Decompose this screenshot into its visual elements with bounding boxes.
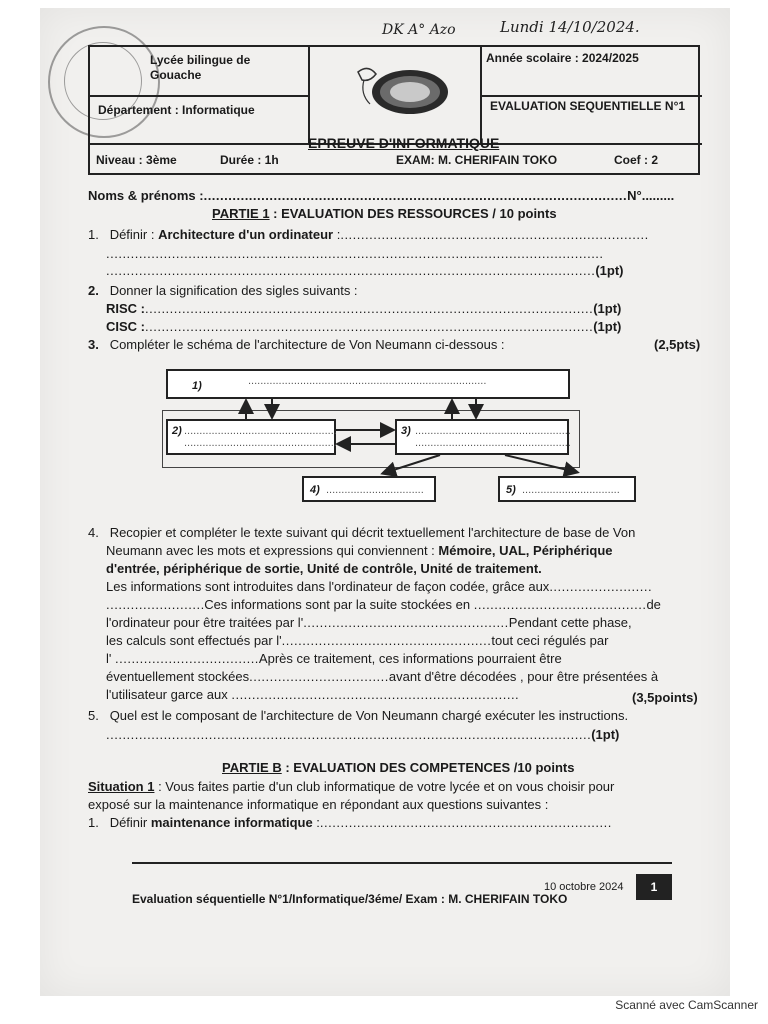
q4-text-line[interactable]: éventuellement stockées..................................avant d'être décodées , pour être présentées à: [106, 669, 659, 684]
footer-text: Evaluation séquentielle N°1/Informatique/3éme/ Exam : M. CHERIFAIN TOKO: [132, 892, 568, 906]
question-5: 5. Quel est le composant de l'architecture de Von Neumann chargé exécuter les instructions.: [88, 708, 629, 723]
evaluation-title: EVALUATION SEQUENTIELLE N°1: [490, 99, 686, 113]
duration: Durée : 1h: [220, 153, 279, 167]
number-label: N°: [627, 188, 642, 203]
handwritten-date: Lundi 14/10/2024.: [500, 18, 640, 36]
diagram-box-4[interactable]: 4) ................................: [302, 476, 436, 502]
answer-line[interactable]: ......................................................................................................................(1pt): [106, 727, 620, 742]
names-label: Noms & prénoms :: [88, 188, 204, 203]
department: Département : Informatique: [98, 103, 255, 117]
partieB-question-1[interactable]: 1. Définir maintenance informatique :.......................................................................: [88, 815, 612, 830]
q4-text-line[interactable]: l' ...................................Après ce traitement, ces informations pourraient être: [106, 651, 562, 666]
exam-title: EPREUVE D'INFORMATIQUE: [308, 135, 500, 151]
q4-text-line[interactable]: Les informations sont introduites dans l'ordinateur de façon codée, grâce aux.........................: [106, 579, 653, 594]
partieB-title: PARTIE B : EVALUATION DES COMPETENCES /10 points: [222, 760, 575, 775]
question-4-words-2: d'entrée, périphérique de sortie, Unité de contrôle, Unité de traitement.: [106, 561, 542, 576]
risc-line[interactable]: RISC :.............................................................................................................(1pt): [106, 301, 622, 316]
cisc-line[interactable]: CISC :.............................................................................................................(1pt): [106, 319, 622, 334]
q3-points: (2,5pts): [654, 337, 701, 352]
school-name: Lycée bilingue de: [150, 53, 251, 67]
page-number: 1: [636, 874, 672, 900]
camscanner-watermark: Scanné avec CamScanner: [615, 998, 758, 1012]
diagram-box-2[interactable]: 2) .................................................. ..................................................: [166, 419, 336, 455]
diagram-box-1[interactable]: 1) ..............................................................................: [166, 369, 570, 399]
q4-text-line[interactable]: ........................Ces informations sont par la suite stockées en ..........................................de: [106, 597, 661, 612]
question-4: 4. Recopier et compléter le texte suivant qui décrit textuellement l'architecture de base de Von: [88, 525, 636, 540]
footer-rule: [132, 862, 672, 864]
handwritten-initials: DK A° Azo: [382, 22, 456, 38]
situation-1: Situation 1 : Vous faites partie d'un club informatique de votre lycée et on vous choisir pour: [88, 779, 615, 794]
situation-1-cont: exposé sur la maintenance informatique en répondant aux questions suivantes :: [88, 797, 549, 812]
question-2: 2. Donner la signification des sigles suivants :: [88, 283, 358, 298]
question-4-words: Neumann avec les mots et expressions qui conviennent : Mémoire, UAL, Périphérique: [106, 543, 613, 558]
coefficient: Coef : 2: [614, 153, 659, 167]
question-3: 3. Compléter le schéma de l'architecture de Von Neumann ci-dessous :: [88, 337, 505, 352]
answer-line[interactable]: .........................................................................................................................: [106, 246, 604, 261]
answer-line[interactable]: .......................................................................................................................(1pt): [106, 263, 624, 278]
examiner: EXAM: M. CHERIFAIN TOKO: [396, 153, 558, 167]
diagram-box-5[interactable]: 5) ................................: [498, 476, 636, 502]
q4-text-line[interactable]: l'utilisateur garce aux ......................................................................: [106, 687, 520, 702]
footer-date: 10 octobre 2024: [544, 881, 624, 893]
diagram-box-3[interactable]: 3) ................................................... ...................................................: [395, 419, 569, 455]
question-1: 1. Définir : Architecture d'un ordinateur :...........................................................................: [88, 227, 649, 242]
partie1-title: PARTIE 1 : EVALUATION DES RESSOURCES / 10 points: [212, 206, 557, 221]
q4-points: (3,5points): [632, 690, 698, 705]
q4-text-line[interactable]: l'ordinateur pour être traitées par l'..................................................Pendant cette phase,: [106, 615, 632, 630]
school-town: Gouache: [150, 68, 202, 82]
q4-text-line[interactable]: les calculs sont effectués par l'...................................................tout ceci régulés par: [106, 633, 609, 648]
level: Niveau : 3ème: [96, 153, 177, 167]
school-year: Année scolaire : 2024/2025: [486, 51, 639, 65]
